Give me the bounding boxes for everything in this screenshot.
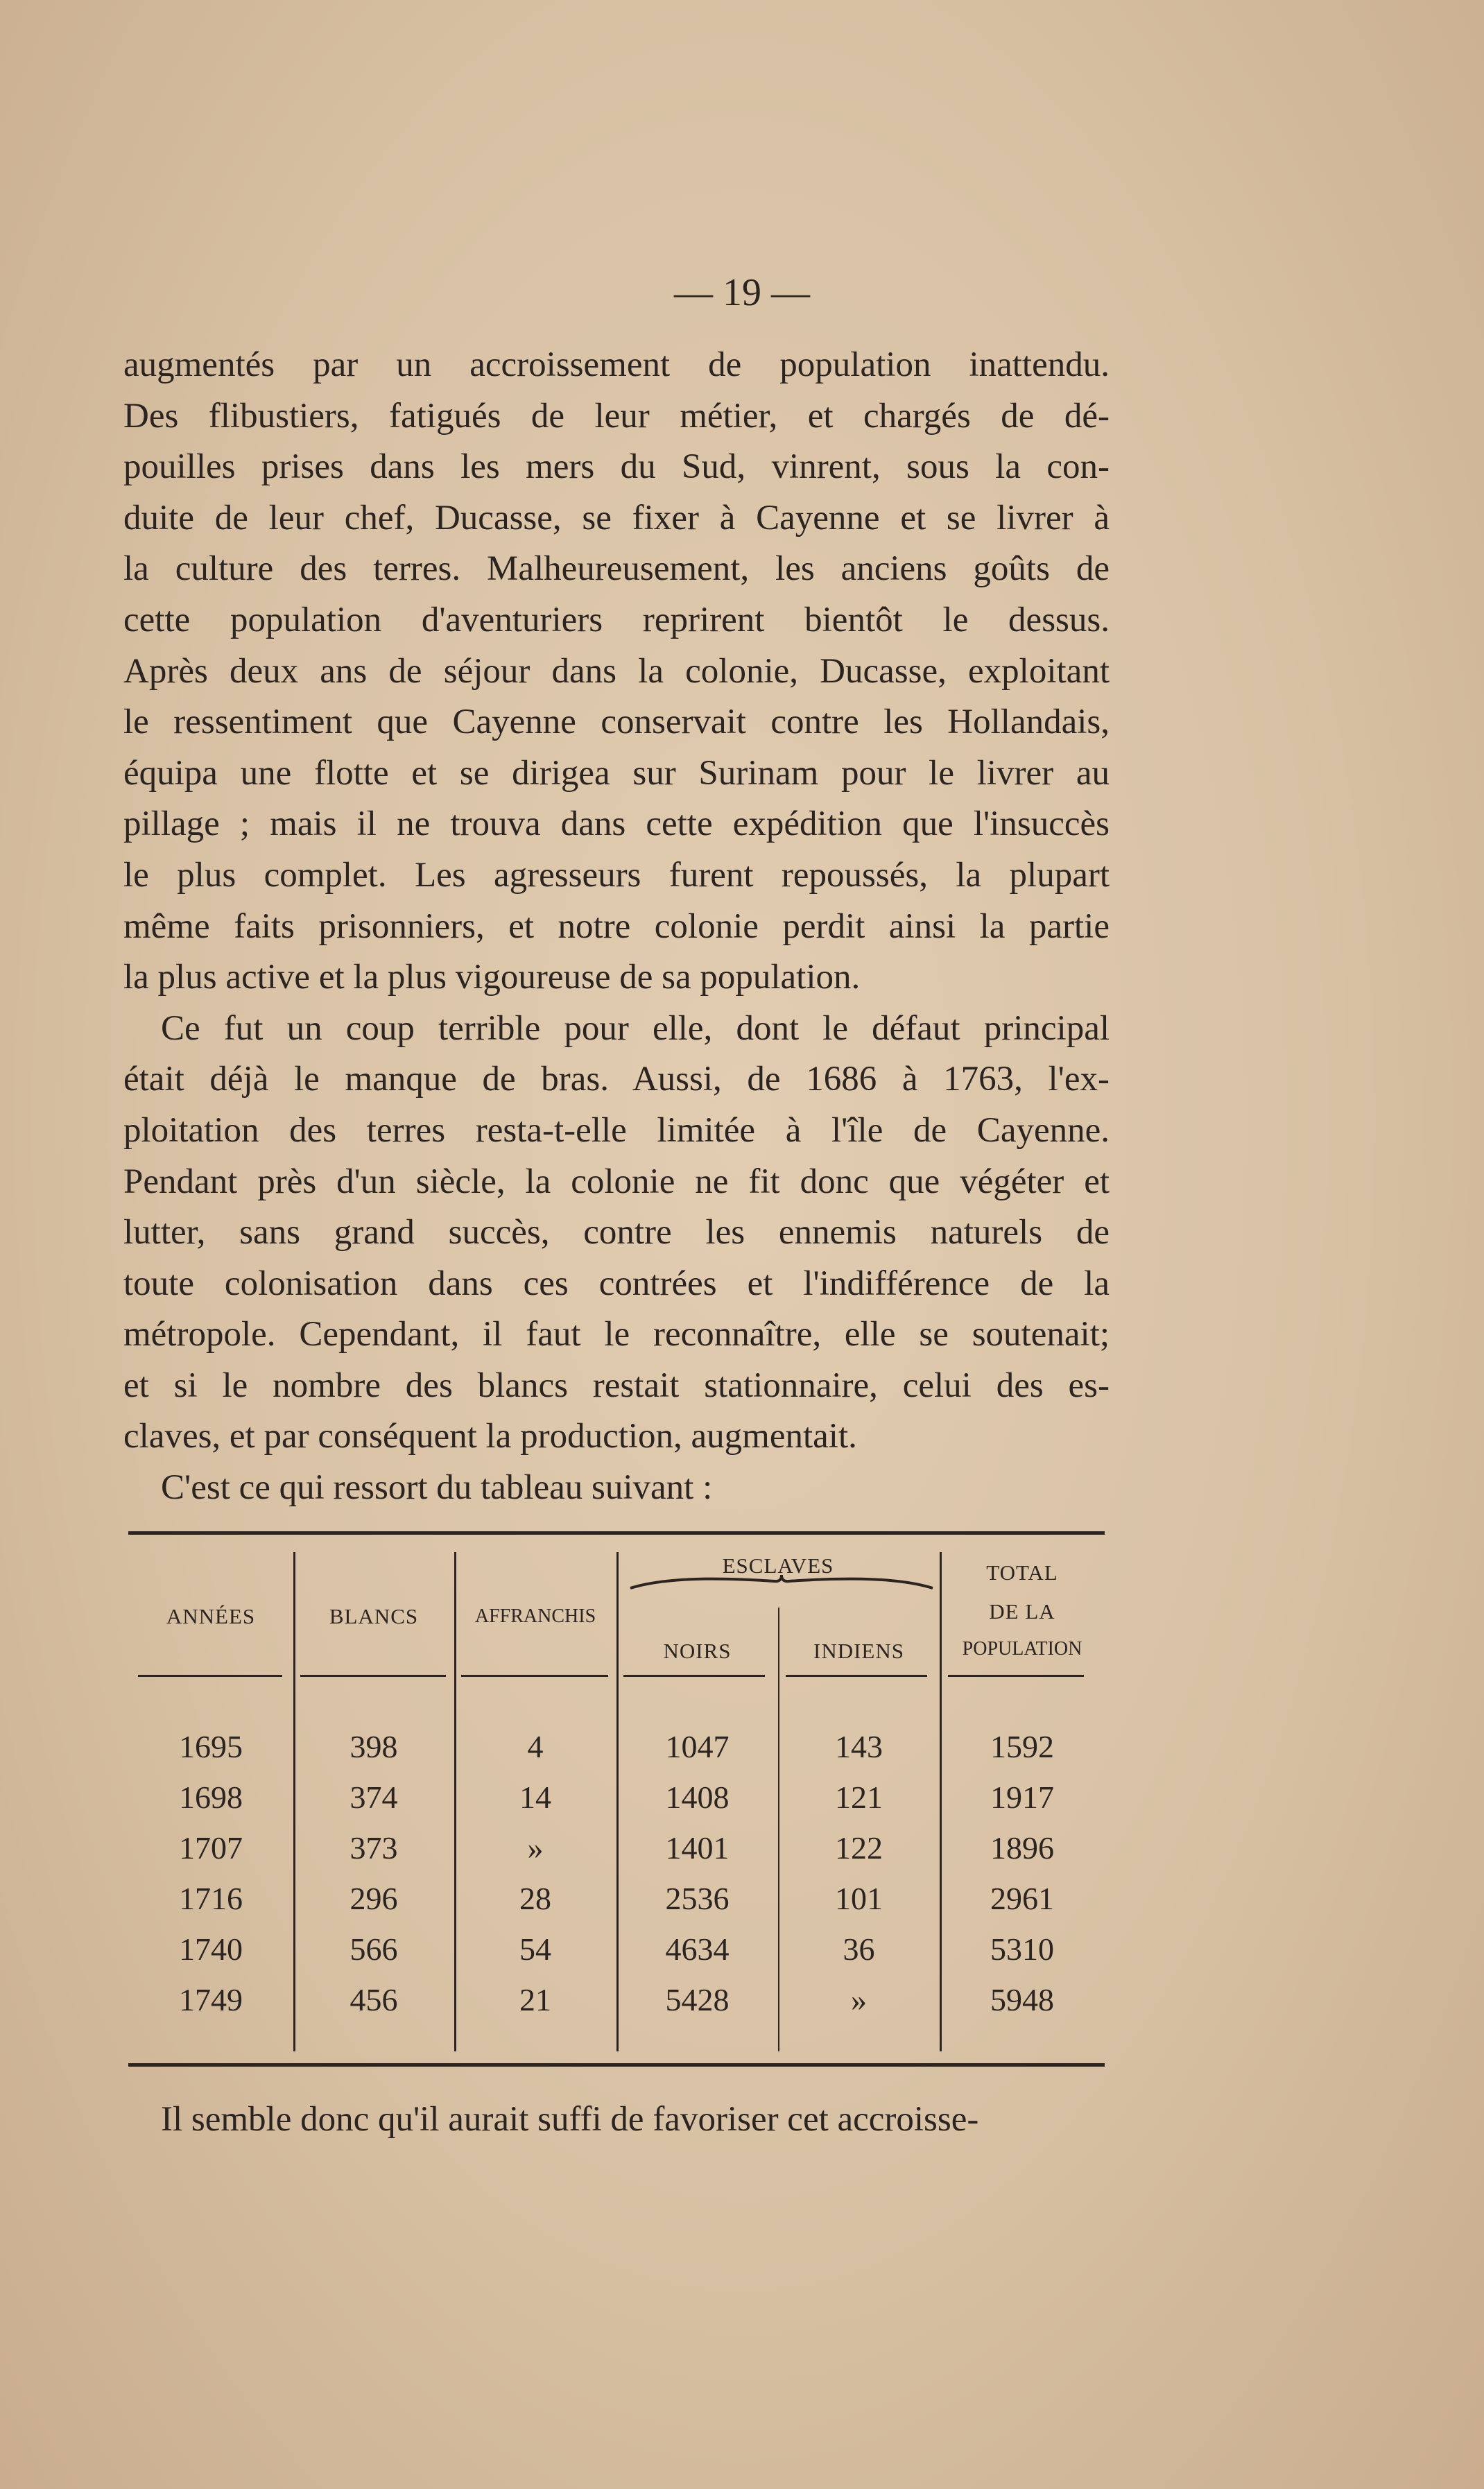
text-line: pouilles prises dans les mers du Sud, vinrent, sous la con- xyxy=(123,447,1110,487)
header-annees: ANNÉES xyxy=(166,1604,256,1628)
text-line: Des flibustiers, fatigués de leur métier, et chargés de dé- xyxy=(123,396,1110,436)
text-line: même faits prisonniers, et notre colonie perdit ainsi la partie xyxy=(123,906,1110,946)
table-row xyxy=(128,1873,1105,1924)
table-row xyxy=(128,1924,1105,1974)
cell-total: 5310 xyxy=(990,1931,1054,1967)
cell-blancs: 373 xyxy=(350,1830,398,1866)
cell-total: 1592 xyxy=(990,1729,1054,1764)
header-brace xyxy=(629,1573,934,1594)
header-underline xyxy=(138,1675,282,1677)
header-blancs: BLANCS xyxy=(329,1604,419,1628)
cell-total: 5948 xyxy=(990,1982,1054,2017)
text-line: Ce fut un coup terrible pour elle, dont le défaut principal xyxy=(161,1008,1110,1048)
text-line: était déjà le manque de bras. Aussi, de 1686 à 1763, l'ex- xyxy=(123,1060,1110,1099)
table-bottom-rule xyxy=(128,2063,1105,2067)
text-line: la culture des terres. Malheureusement, les anciens goûts de xyxy=(123,549,1110,589)
cell-annee: 1749 xyxy=(179,1982,243,2017)
table-top-rule xyxy=(128,1531,1105,1535)
cell-affranchis: » xyxy=(527,1830,544,1866)
text-line: ploitation des terres resta-t-elle limitée à l'île de Cayenne. xyxy=(123,1110,1110,1150)
cell-affranchis: 4 xyxy=(527,1729,544,1764)
header-underline xyxy=(461,1675,608,1677)
header-esclaves: ESCLAVES xyxy=(722,1553,834,1578)
cell-affranchis: 21 xyxy=(519,1982,551,2017)
text-line: métropole. Cependant, il faut le reconnaître, elle se soutenait; xyxy=(123,1315,1110,1354)
cell-affranchis: 28 xyxy=(519,1881,551,1916)
header-affranchis: AFFRANCHIS xyxy=(474,1605,596,1627)
cell-noirs: 5428 xyxy=(665,1982,730,2017)
cell-total: 2961 xyxy=(990,1881,1054,1916)
cell-annee: 1698 xyxy=(179,1780,243,1815)
header-noirs: NOIRS xyxy=(663,1639,732,1663)
cell-indiens: 121 xyxy=(835,1780,883,1815)
cell-blancs: 296 xyxy=(350,1881,398,1916)
cell-annee: 1740 xyxy=(179,1931,243,1967)
header-underline xyxy=(623,1675,765,1677)
header-total-3: POPULATION xyxy=(962,1638,1082,1660)
cell-noirs: 1047 xyxy=(665,1729,730,1764)
text-line: lutter, sans grand succès, contre les ennemis naturels de xyxy=(123,1213,1110,1252)
header-total-2: DE LA xyxy=(989,1599,1055,1624)
table-row xyxy=(128,1721,1105,1772)
cell-blancs: 398 xyxy=(350,1729,398,1764)
cell-annee: 1695 xyxy=(179,1729,243,1764)
cell-noirs: 1401 xyxy=(665,1830,730,1866)
text-line: claves, et par conséquent la production, augmentait. xyxy=(123,1417,857,1456)
text-line: duite de leur chef, Ducasse, se fixer à Cayenne et se livrer à xyxy=(123,498,1110,537)
header-underline xyxy=(786,1675,927,1677)
table-row xyxy=(128,1772,1105,1823)
cell-noirs: 4634 xyxy=(665,1931,730,1967)
header-underline xyxy=(300,1675,446,1677)
cell-annee: 1707 xyxy=(179,1830,243,1866)
header-indiens: INDIENS xyxy=(813,1639,904,1663)
table-row xyxy=(128,1974,1105,2025)
text-line: toute colonisation dans ces contrées et l'indifférence de la xyxy=(123,1264,1110,1303)
table-row xyxy=(128,1823,1105,1873)
cell-indiens: 36 xyxy=(843,1931,875,1967)
cell-total: 1917 xyxy=(990,1780,1054,1815)
cell-annee: 1716 xyxy=(179,1881,243,1916)
cell-indiens: 101 xyxy=(835,1881,883,1916)
text-line: et si le nombre des blancs restait stationnaire, celui des es- xyxy=(123,1366,1110,1405)
text-line: Pendant près d'un siècle, la colonie ne fit donc que végéter et xyxy=(123,1162,1110,1201)
text-line: le plus complet. Les agresseurs furent repoussés, la plupart xyxy=(123,855,1110,895)
header-total-1: TOTAL xyxy=(986,1560,1058,1585)
cell-indiens: » xyxy=(851,1982,867,2017)
cell-indiens: 122 xyxy=(835,1830,883,1866)
continuation-text xyxy=(123,2094,1110,2146)
cell-blancs: 456 xyxy=(350,1982,398,2017)
cell-indiens: 143 xyxy=(835,1729,883,1764)
text-line: augmentés par un accroissement de population inattendu. xyxy=(123,345,1110,384)
body-text xyxy=(123,340,1110,1514)
cell-affranchis: 14 xyxy=(519,1780,551,1815)
cell-noirs: 1408 xyxy=(665,1780,730,1815)
header-underline xyxy=(948,1675,1084,1677)
population-table xyxy=(128,1531,1105,2067)
text-line: le ressentiment que Cayenne conservait contre les Hollandais, xyxy=(123,703,1110,742)
text-line: la plus active et la plus vigoureuse de sa population. xyxy=(123,958,861,997)
page-number: — 19 — xyxy=(674,271,810,314)
text-line: équipa une flotte et se dirigea sur Surinam pour le livrer au xyxy=(123,753,1110,793)
cell-blancs: 566 xyxy=(350,1931,398,1967)
cell-total: 1896 xyxy=(990,1830,1054,1866)
cell-noirs: 2536 xyxy=(665,1881,730,1916)
text-line: C'est ce qui ressort du tableau suivant : xyxy=(161,1468,713,1508)
cell-affranchis: 54 xyxy=(519,1931,551,1967)
text-line: Après deux ans de séjour dans la colonie, Ducasse, exploitant xyxy=(123,651,1110,691)
cell-blancs: 374 xyxy=(350,1780,398,1815)
text-line: Il semble donc qu'il aurait suffi de favoriser cet accroisse- xyxy=(161,2100,979,2139)
text-line: cette population d'aventuriers reprirent bientôt le dessus. xyxy=(123,600,1110,639)
text-line: pillage ; mais il ne trouva dans cette expédition que l'insuccès xyxy=(123,804,1110,844)
